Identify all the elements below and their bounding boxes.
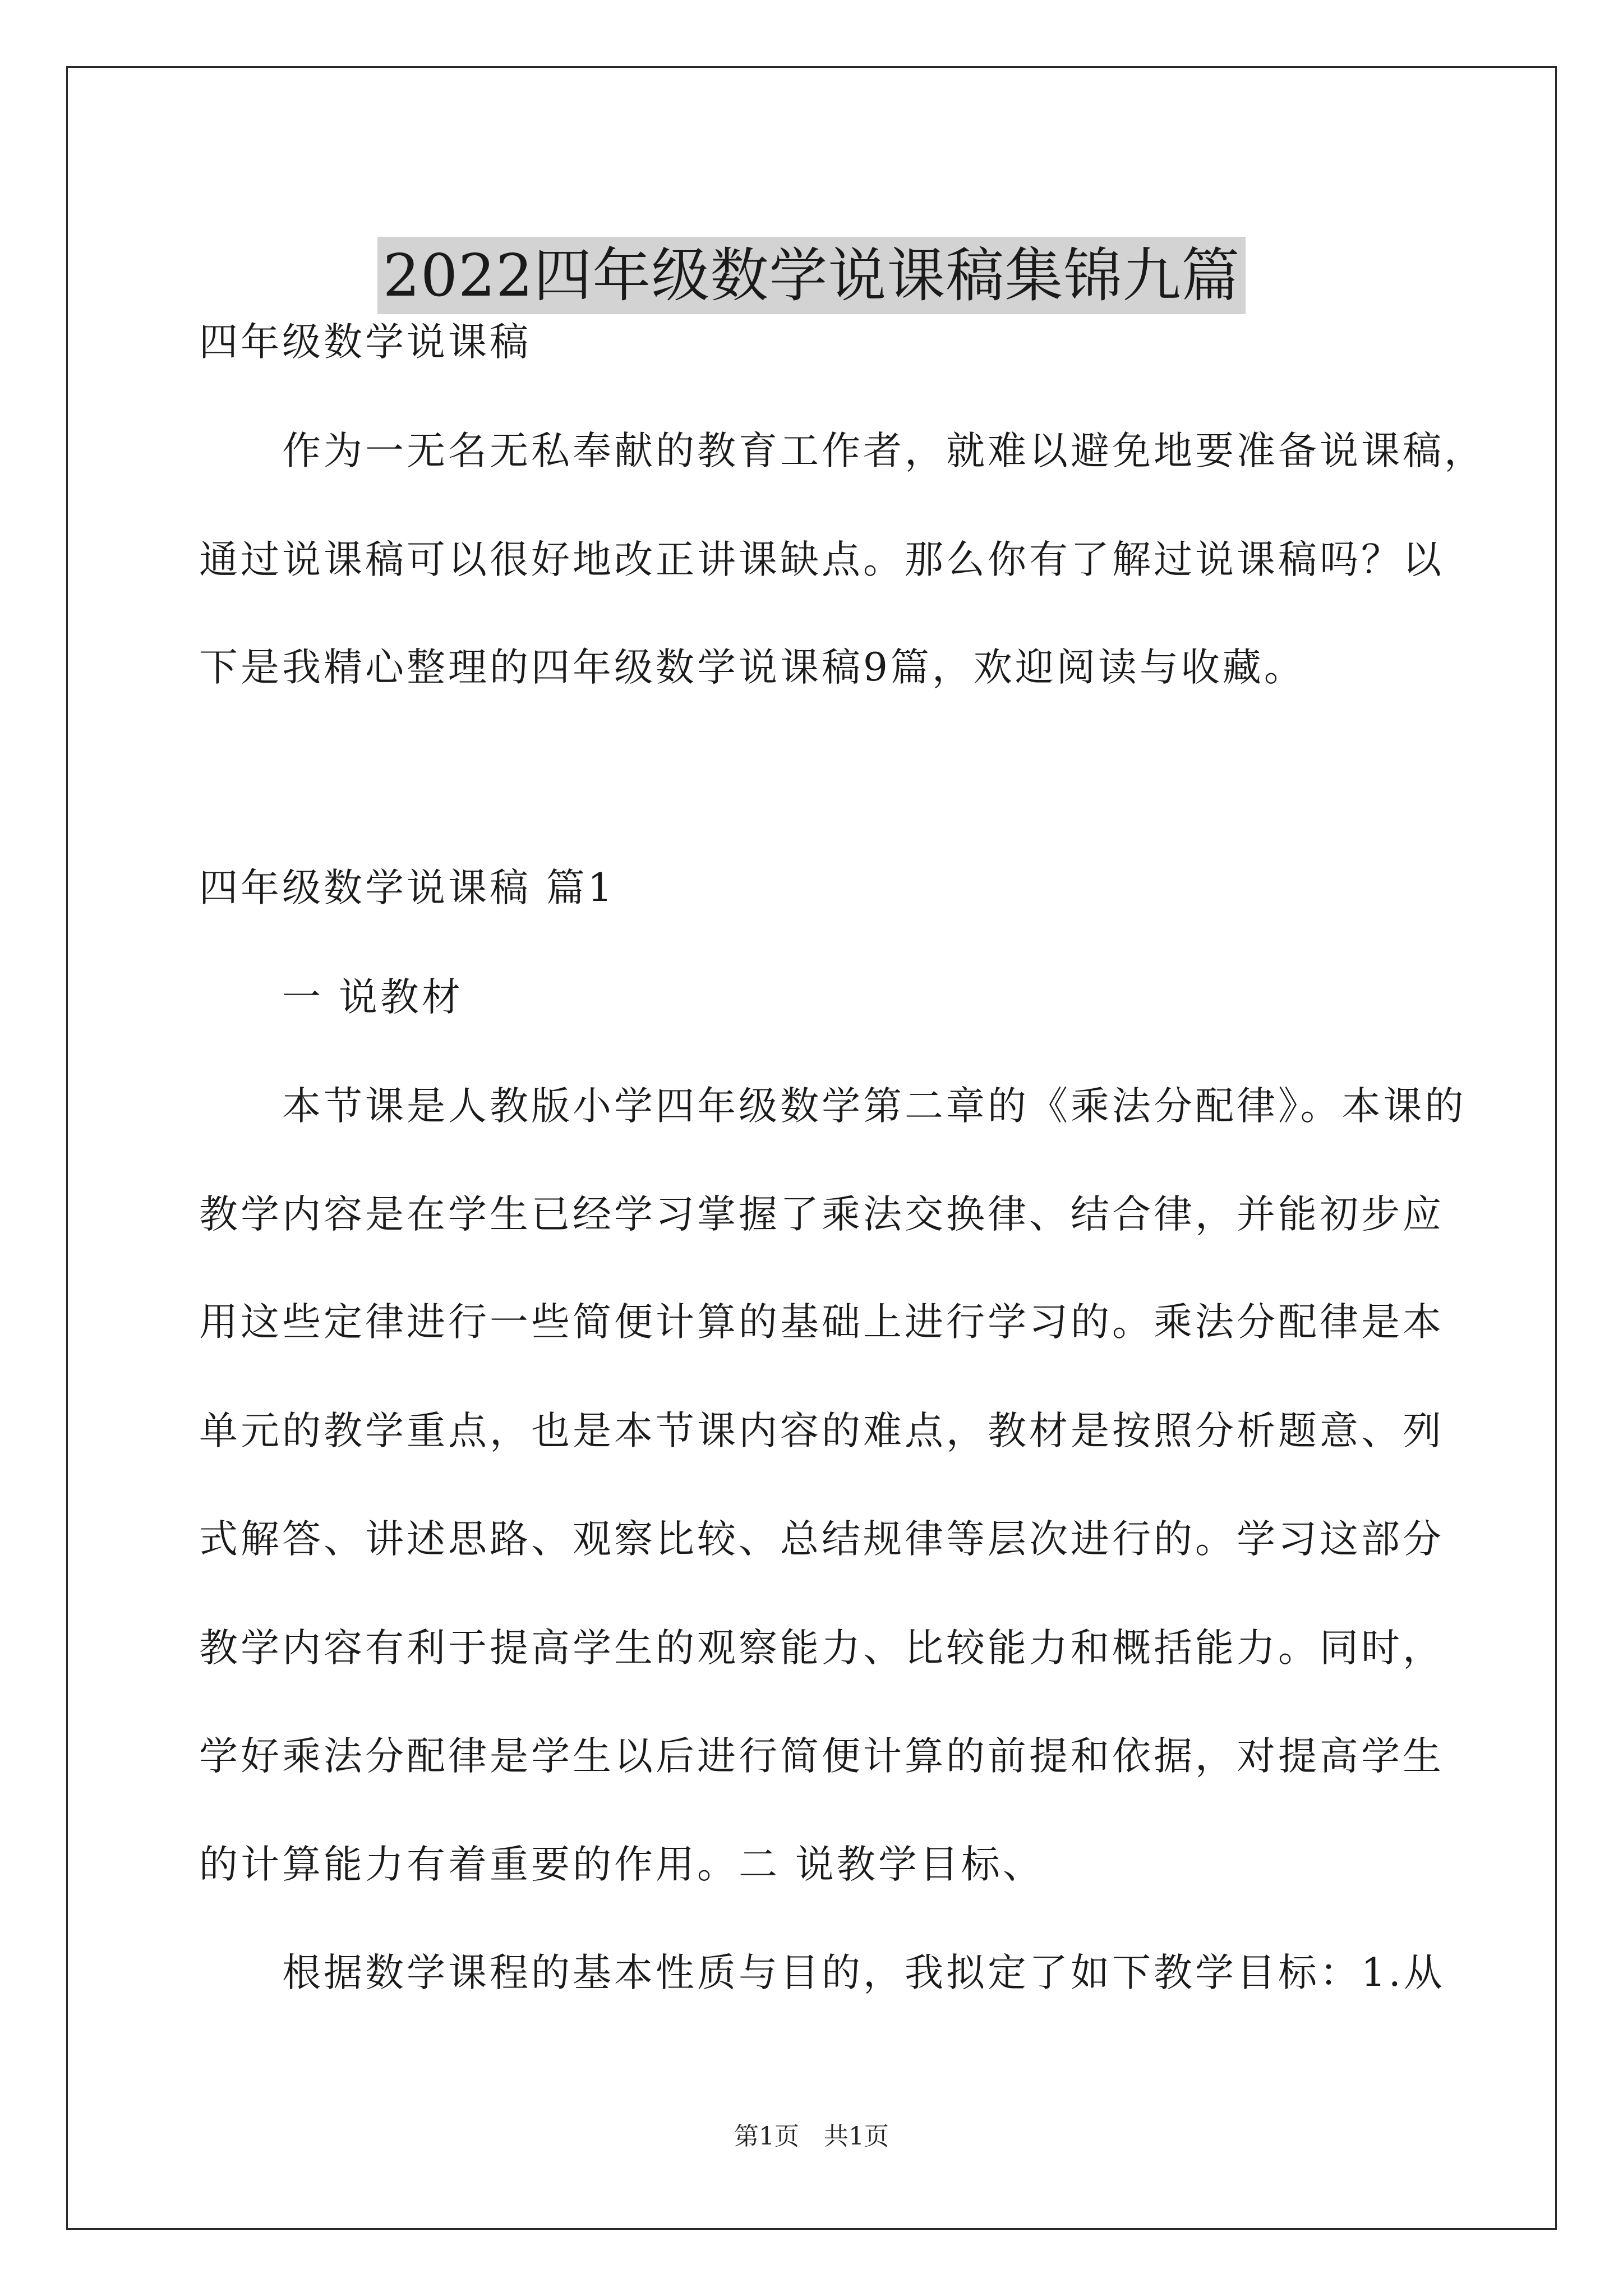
body-line: 教学内容有利于提高学生的观察能力、比较能力和概括能力。同时， <box>199 1626 1444 1671</box>
body-line: 本节课是人教版小学四年级数学第二章的《乘法分配律》。本课的 <box>199 1084 1467 1129</box>
body-line: 单元的教学重点，也是本节课内容的难点，教材是按照分析题意、列 <box>199 1409 1444 1453</box>
section-heading: 四年级数学说课稿 <box>199 320 531 365</box>
body-line: 的计算能力有着重要的作用。二 说教学目标、 <box>199 1842 1044 1887</box>
subsection-heading: 一 说教材 <box>199 975 463 1020</box>
document-title: 2022四年级数学说课稿集锦九篇 <box>377 237 1246 314</box>
body-line: 教学内容是在学生已经学习掌握了乘法交换律、结合律，并能初步应 <box>199 1192 1444 1237</box>
page-footer: 第1页 共1页 <box>734 2122 889 2151</box>
section-heading: 四年级数学说课稿 篇1 <box>199 866 615 910</box>
body-line: 通过说课稿可以很好地改正讲课缺点。那么你有了解过说课稿吗？以 <box>199 537 1444 582</box>
body-line: 学好乘法分配律是学生以后进行简便计算的前提和依据，对提高学生 <box>199 1734 1444 1779</box>
body-line: 下是我精心整理的四年级数学说课稿9篇，欢迎阅读与收藏。 <box>199 645 1306 690</box>
body-line: 作为一无名无私奉献的教育工作者，就难以避免地要准备说课稿， <box>199 429 1486 473</box>
page-border <box>66 66 1557 2230</box>
body-line: 根据数学课程的基本性质与目的，我拟定了如下教学目标：1.从 <box>199 1950 1445 1995</box>
body-line: 用这些定律进行一些简便计算的基础上进行学习的。乘法分配律是本 <box>199 1300 1444 1345</box>
body-line: 式解答、讲述思路、观察比较、总结规律等层次进行的。学习这部分 <box>199 1517 1444 1562</box>
